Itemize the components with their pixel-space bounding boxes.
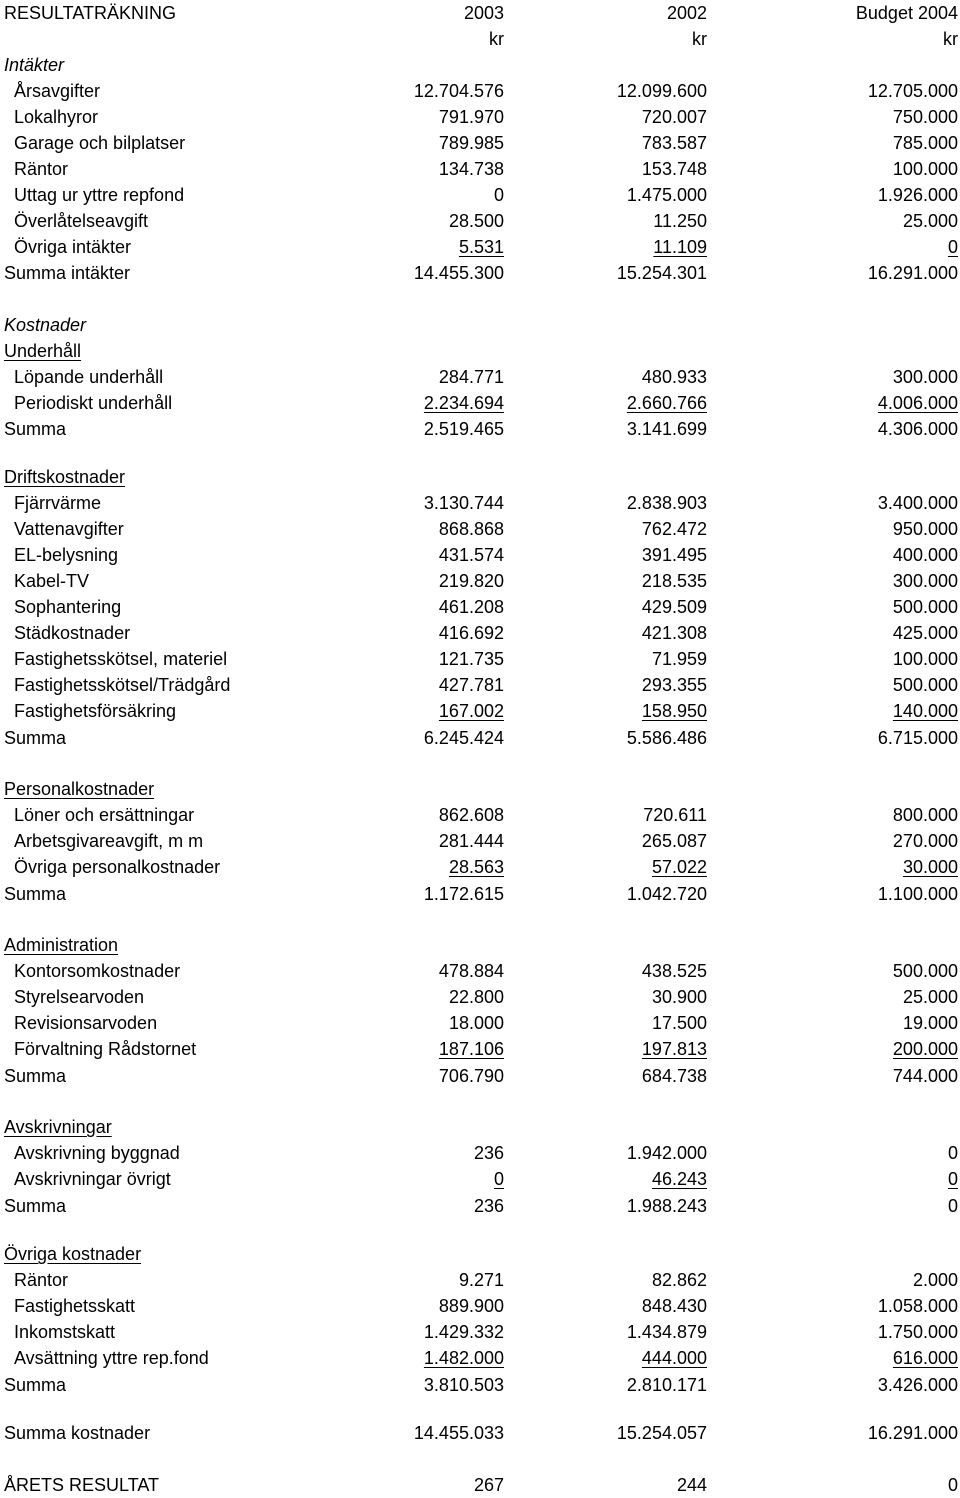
row-label: Löner och ersättningar: [14, 805, 195, 825]
subsection-heading-row: [0, 338, 960, 364]
subsection-heading-row: [0, 1241, 960, 1267]
row-label: Kabel-TV: [14, 571, 90, 591]
value-budget: 300.000: [892, 367, 958, 387]
table-row: [0, 698, 960, 724]
table-row: [0, 364, 960, 390]
value-budget: 25.000: [902, 987, 958, 1007]
sum-2002: 15.254.301: [616, 263, 707, 283]
subsection-heading-administration: Administration: [4, 935, 119, 955]
value-budget: 25.000: [902, 211, 958, 231]
value-budget: 200.000: [892, 1039, 958, 1059]
unit-label: kr: [943, 29, 958, 49]
value-2003: 167.002: [438, 701, 504, 721]
value-2003: 0: [493, 1169, 504, 1189]
row-label: Vattenavgifter: [14, 519, 124, 539]
value-2002: 12.099.600: [616, 81, 707, 101]
value-2003: 3.130.744: [423, 493, 504, 513]
value-2003: 862.608: [438, 805, 504, 825]
value-2002: 444.000: [641, 1348, 707, 1368]
table-row: [0, 1293, 960, 1319]
value-budget: 3.400.000: [877, 493, 958, 513]
table-row: [0, 828, 960, 854]
value-2002: 46.243: [651, 1169, 707, 1189]
row-label: Fastighetsskatt: [14, 1296, 136, 1316]
row-label: Överlåtelseavgift: [14, 211, 149, 231]
table-row: [0, 156, 960, 182]
value-2002: 11.109: [653, 237, 707, 257]
sum-2002: 5.586.486: [626, 728, 707, 748]
sum-row: [0, 881, 960, 907]
row-label: Styrelsearvoden: [14, 987, 145, 1007]
subsection-heading-ovriga-kostnader: Övriga kostnader: [4, 1244, 142, 1264]
table-row: [0, 78, 960, 104]
value-2002: 158.950: [641, 701, 707, 721]
value-2003: 416.692: [438, 623, 504, 643]
value-2002: 11.250: [653, 211, 707, 231]
value-2002: 197.813: [641, 1039, 707, 1059]
table-row: [0, 984, 960, 1010]
value-2002: 429.509: [641, 597, 707, 617]
value-2002: 1.942.000: [626, 1143, 707, 1163]
result-2002: 244: [676, 1475, 707, 1495]
section-heading-kostnader: Kostnader: [4, 315, 87, 335]
value-2003: 789.985: [438, 133, 504, 153]
sum-label: Summa: [4, 728, 67, 748]
row-label: EL-belysning: [14, 545, 119, 565]
value-2002: 2.660.766: [626, 393, 707, 413]
sum-2002: 2.810.171: [626, 1375, 707, 1395]
value-2002: 82.862: [651, 1270, 707, 1290]
row-label: Fastighetsförsäkring: [14, 701, 177, 721]
section-heading-row: [0, 312, 960, 338]
table-row: [0, 1140, 960, 1166]
table-row: [0, 542, 960, 568]
sum-budget: 6.715.000: [877, 728, 958, 748]
row-label: Avskrivning byggnad: [14, 1143, 180, 1163]
value-2003: 791.970: [438, 107, 504, 127]
sum-label: Summa intäkter: [4, 263, 131, 283]
value-2003: 1.482.000: [423, 1348, 504, 1368]
value-2003: 121.735: [438, 649, 504, 669]
value-2003: 427.781: [438, 675, 504, 695]
value-2002: 720.007: [641, 107, 707, 127]
sum-budget: 0: [947, 1196, 958, 1216]
value-budget: 100.000: [892, 649, 958, 669]
value-2002: 1.434.879: [626, 1322, 707, 1342]
row-label: Uttag ur yttre repfond: [14, 185, 185, 205]
sum-row: [0, 416, 960, 442]
value-2003: 9.271: [458, 1270, 504, 1290]
sum-2003: 14.455.300: [413, 263, 504, 283]
total-costs-budget: 16.291.000: [867, 1423, 958, 1443]
header-row: [0, 0, 960, 26]
sum-budget: 1.100.000: [877, 884, 958, 904]
sum-budget: 4.306.000: [877, 419, 958, 439]
value-2002: 17.500: [651, 1013, 707, 1033]
row-label: Räntor: [14, 1270, 69, 1290]
row-label: Inkomstskatt: [14, 1322, 116, 1342]
value-budget: 140.000: [892, 701, 958, 721]
section-heading-row: [0, 52, 960, 78]
row-label: Lokalhyror: [14, 107, 99, 127]
sum-row: [0, 260, 960, 286]
table-row: [0, 672, 960, 698]
value-2002: 30.900: [651, 987, 707, 1007]
result-row: [0, 1472, 960, 1498]
row-label: Sophantering: [14, 597, 122, 617]
row-label: Övriga personalkostnader: [14, 857, 221, 877]
row-label: Avskrivningar övrigt: [14, 1169, 171, 1189]
value-2002: 1.475.000: [626, 185, 707, 205]
value-2003: 12.704.576: [413, 81, 504, 101]
section-heading-intakter: Intäkter: [4, 55, 65, 75]
sum-2003: 2.519.465: [423, 419, 504, 439]
value-budget: 4.006.000: [877, 393, 958, 413]
sum-row: [0, 1372, 960, 1398]
value-2003: 28.500: [448, 211, 504, 231]
sum-budget: 16.291.000: [867, 263, 958, 283]
page-title: RESULTATRÄKNING: [4, 3, 177, 23]
sum-budget: 744.000: [892, 1066, 958, 1086]
value-2003: 478.884: [438, 961, 504, 981]
subsection-heading-avskrivningar: Avskrivningar: [4, 1117, 112, 1137]
row-label: Arbetsgivareavgift, m m: [14, 831, 204, 851]
value-2003: 1.429.332: [423, 1322, 504, 1342]
value-2003: 219.820: [438, 571, 504, 591]
row-label: Periodiskt underhåll: [14, 393, 173, 413]
table-row: [0, 490, 960, 516]
value-2002: 293.355: [641, 675, 707, 695]
table-row: [0, 182, 960, 208]
value-2002: 720.611: [643, 805, 707, 825]
value-2002: 783.587: [641, 133, 707, 153]
value-budget: 800.000: [892, 805, 958, 825]
row-label: Revisionsarvoden: [14, 1013, 158, 1033]
value-2002: 848.430: [641, 1296, 707, 1316]
unit-label: kr: [692, 29, 707, 49]
value-budget: 1.750.000: [877, 1322, 958, 1342]
table-row: [0, 802, 960, 828]
subsection-heading-row: [0, 464, 960, 490]
value-2002: 391.495: [641, 545, 707, 565]
value-budget: 1.926.000: [877, 185, 958, 205]
value-2003: 431.574: [438, 545, 504, 565]
sum-row: [0, 1193, 960, 1219]
table-row: [0, 620, 960, 646]
value-2003: 868.868: [438, 519, 504, 539]
sum-2003: 3.810.503: [423, 1375, 504, 1395]
sum-2003: 1.172.615: [423, 884, 504, 904]
row-label: Förvaltning Rådstornet: [14, 1039, 197, 1059]
value-budget: 12.705.000: [867, 81, 958, 101]
column-header-2003: 2003: [463, 3, 504, 23]
row-label: Kontorsomkostnader: [14, 961, 181, 981]
result-label: ÅRETS RESULTAT: [4, 1475, 160, 1495]
value-2003: 134.738: [438, 159, 504, 179]
row-label: Övriga intäkter: [14, 237, 132, 257]
value-2002: 265.087: [641, 831, 707, 851]
value-2002: 71.959: [651, 649, 707, 669]
value-budget: 300.000: [892, 571, 958, 591]
table-row: [0, 390, 960, 416]
table-row: [0, 854, 960, 880]
sum-2002: 3.141.699: [626, 419, 707, 439]
table-row: [0, 1036, 960, 1062]
value-budget: 19.000: [902, 1013, 958, 1033]
value-budget: 950.000: [892, 519, 958, 539]
sum-2002: 684.738: [641, 1066, 707, 1086]
sum-2003: 236: [473, 1196, 504, 1216]
row-label: Avsättning yttre rep.fond: [14, 1348, 209, 1368]
sum-label: Summa: [4, 1375, 67, 1395]
unit-row: [0, 26, 960, 52]
result-2003: 267: [473, 1475, 504, 1495]
value-2003: 187.106: [438, 1039, 504, 1059]
value-budget: 0: [947, 1143, 958, 1163]
row-label: Löpande underhåll: [14, 367, 164, 387]
total-costs-label: Summa kostnader: [4, 1423, 151, 1443]
value-2003: 461.208: [438, 597, 504, 617]
table-row: [0, 104, 960, 130]
value-2002: 2.838.903: [626, 493, 707, 513]
value-2003: 281.444: [438, 831, 504, 851]
total-costs-2002: 15.254.057: [616, 1423, 707, 1443]
value-budget: 30.000: [902, 857, 958, 877]
unit-label: kr: [489, 29, 504, 49]
table-row: [0, 516, 960, 542]
row-label: Fastighetsskötsel/Trädgård: [14, 675, 231, 695]
table-row: [0, 234, 960, 260]
subsection-heading-personal: Personalkostnader: [4, 779, 155, 799]
table-row: [0, 1166, 960, 1192]
table-row: [0, 1319, 960, 1345]
value-2002: 438.525: [641, 961, 707, 981]
value-budget: 1.058.000: [877, 1296, 958, 1316]
row-label: Fastighetsskötsel, materiel: [14, 649, 228, 669]
result-budget: 0: [947, 1475, 958, 1495]
sum-2002: 1.988.243: [626, 1196, 707, 1216]
row-label: Städkostnader: [14, 623, 131, 643]
value-2002: 57.022: [651, 857, 707, 877]
table-row: [0, 646, 960, 672]
sum-2003: 6.245.424: [423, 728, 504, 748]
value-budget: 0: [947, 237, 958, 257]
table-row: [0, 1010, 960, 1036]
row-label: Garage och bilplatser: [14, 133, 186, 153]
value-budget: 425.000: [892, 623, 958, 643]
total-costs-2003: 14.455.033: [413, 1423, 504, 1443]
value-budget: 2.000: [912, 1270, 958, 1290]
subsection-heading-row: [0, 932, 960, 958]
table-row: [0, 958, 960, 984]
sum-label: Summa: [4, 1066, 67, 1086]
value-2003: 28.563: [448, 857, 504, 877]
sum-label: Summa: [4, 1196, 67, 1216]
value-budget: 0: [947, 1169, 958, 1189]
value-2003: 22.800: [448, 987, 504, 1007]
table-row: [0, 594, 960, 620]
row-label: Fjärrvärme: [14, 493, 102, 513]
subsection-heading-row: [0, 776, 960, 802]
sum-budget: 3.426.000: [877, 1375, 958, 1395]
value-2002: 218.535: [641, 571, 707, 591]
sum-row: [0, 725, 960, 751]
value-2003: 284.771: [438, 367, 504, 387]
value-budget: 750.000: [892, 107, 958, 127]
value-2003: 0: [493, 185, 504, 205]
row-label: Räntor: [14, 159, 69, 179]
value-budget: 400.000: [892, 545, 958, 565]
value-budget: 500.000: [892, 675, 958, 695]
table-row: [0, 208, 960, 234]
subsection-heading-underhall: Underhåll: [4, 341, 82, 361]
sum-row: [0, 1063, 960, 1089]
value-2003: 236: [473, 1143, 504, 1163]
total-costs-row: [0, 1420, 960, 1446]
value-2002: 421.308: [641, 623, 707, 643]
table-row: [0, 1345, 960, 1371]
table-row: [0, 130, 960, 156]
column-header-2002: 2002: [666, 3, 707, 23]
value-budget: 785.000: [892, 133, 958, 153]
value-budget: 100.000: [892, 159, 958, 179]
sum-label: Summa: [4, 419, 67, 439]
value-2003: 5.531: [458, 237, 504, 257]
value-2003: 889.900: [438, 1296, 504, 1316]
table-row: [0, 568, 960, 594]
value-2003: 18.000: [448, 1013, 504, 1033]
subsection-heading-row: [0, 1114, 960, 1140]
sum-2003: 706.790: [438, 1066, 504, 1086]
value-2002: 762.472: [641, 519, 707, 539]
value-budget: 500.000: [892, 961, 958, 981]
row-label: Årsavgifter: [14, 81, 101, 101]
table-row: [0, 1267, 960, 1293]
value-2003: 2.234.694: [423, 393, 504, 413]
sum-label: Summa: [4, 884, 67, 904]
value-2002: 480.933: [641, 367, 707, 387]
value-budget: 270.000: [892, 831, 958, 851]
column-header-budget-2004: Budget 2004: [855, 3, 958, 23]
value-2002: 153.748: [641, 159, 707, 179]
value-budget: 616.000: [892, 1348, 958, 1368]
subsection-heading-drift: Driftskostnader: [4, 467, 126, 487]
sum-2002: 1.042.720: [626, 884, 707, 904]
value-budget: 500.000: [892, 597, 958, 617]
